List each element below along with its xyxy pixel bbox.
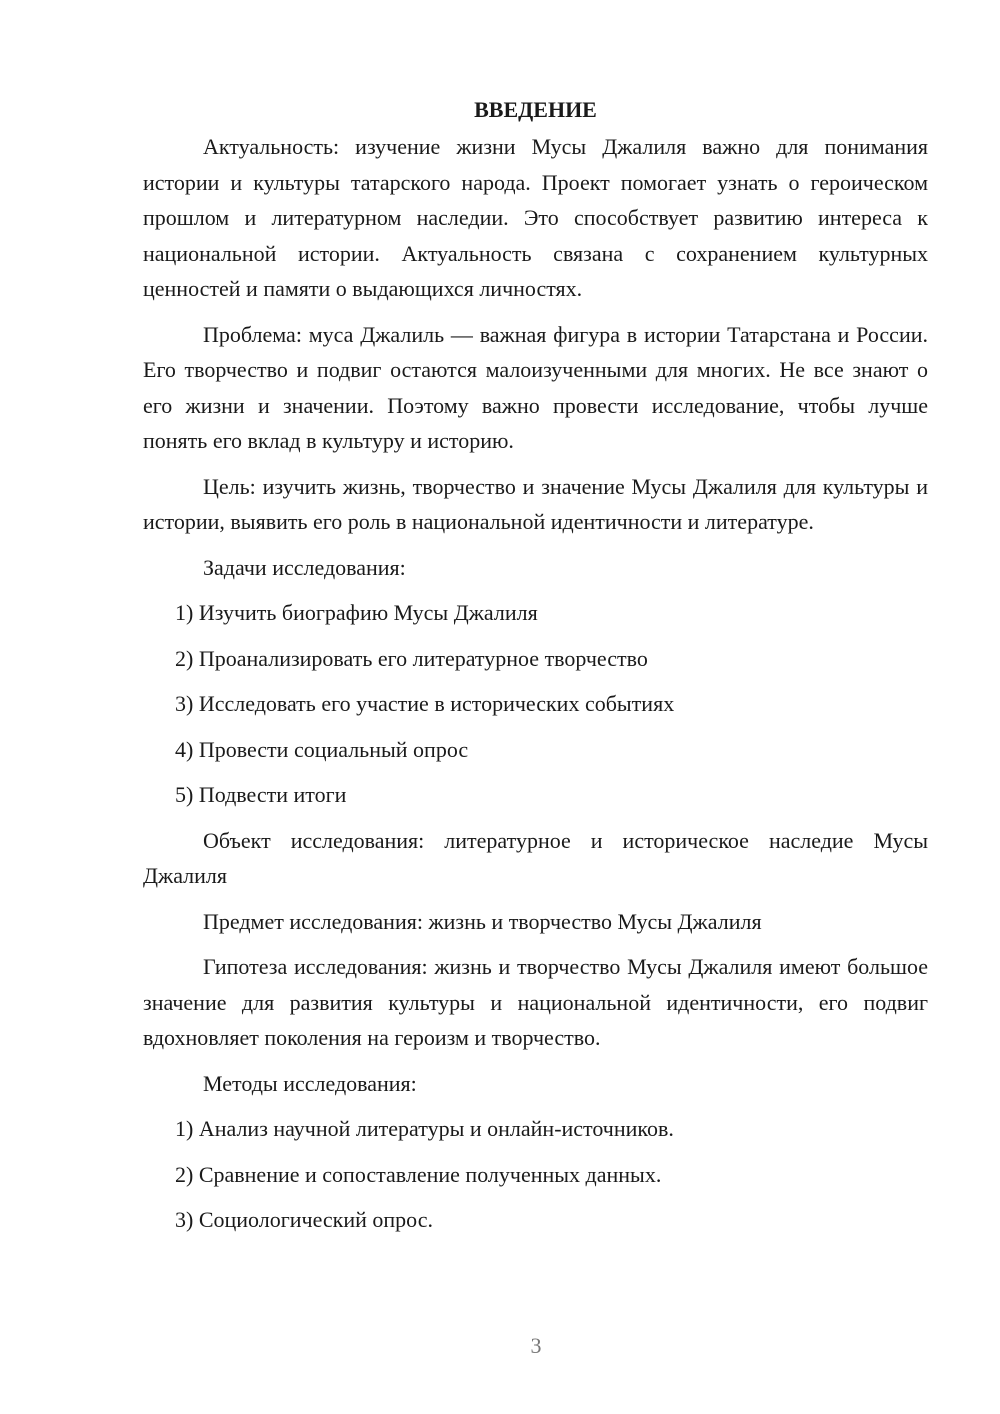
list-item: 5) Подвести итоги bbox=[175, 782, 347, 807]
methods-label: Методы исследования: bbox=[203, 1070, 417, 1096]
hypothesis-paragraph: Гипотеза исследования: жизнь и творчество Мусы Джалиля имеют большое значение для развития культуры и национальной идентичности, его подвиг вдохновляет поколения на героизм и творчество. bbox=[143, 954, 928, 1050]
subject-paragraph: Предмет исследования: жизнь и творчество Мусы Джалиля bbox=[203, 908, 762, 934]
relevance-paragraph: Актуальность: изучение жизни Мусы Джалиля важно для понимания истории и культуры татарского народа. Проект помогает узнать о героическом прошлом и литературном наследии. Это способствует развитию интереса к национальной истории. Актуальность связана с сохранением культурных ценностей и памяти о выдающихся личностях. bbox=[143, 134, 928, 301]
list-item: 3) Социологический опрос. bbox=[175, 1207, 433, 1232]
page-number: 3 bbox=[530, 1333, 542, 1358]
document-page bbox=[143, 92, 928, 1248]
list-item: 1) Анализ научной литературы и онлайн-источников. bbox=[175, 1116, 674, 1141]
goal-paragraph: Цель: изучить жизнь, творчество и значение Мусы Джалиля для культуры и истории, выявить его роль в национальной идентичности и литературе. bbox=[143, 473, 928, 534]
methods-list bbox=[143, 1111, 928, 1238]
list-item: 4) Провести социальный опрос bbox=[175, 736, 469, 762]
page-title: ВВЕДЕНИЕ bbox=[474, 97, 597, 122]
tasks-label: Задачи исследования: bbox=[203, 554, 406, 580]
object-paragraph: Объект исследования: литературное и историческое наследие Мусы Джалиля bbox=[143, 827, 928, 888]
tasks-list bbox=[143, 595, 928, 813]
problem-paragraph: Проблема: муса Джалиль — важная фигура в истории Татарстана и России. Его творчество и подвиг остаются малоизученными для многих. Не все знают о его жизни и значении. Поэтому важно провести исследование, чтобы лучше понять его вклад в культуру и историю. bbox=[143, 321, 928, 453]
list-item: 3) Исследовать его участие в исторических событиях bbox=[175, 691, 675, 716]
list-item: 2) Проанализировать его литературное творчество bbox=[175, 645, 648, 671]
list-item: 2) Сравнение и сопоставление полученных данных. bbox=[175, 1161, 662, 1187]
list-item: 1) Изучить биографию Мусы Джалиля bbox=[175, 600, 538, 625]
